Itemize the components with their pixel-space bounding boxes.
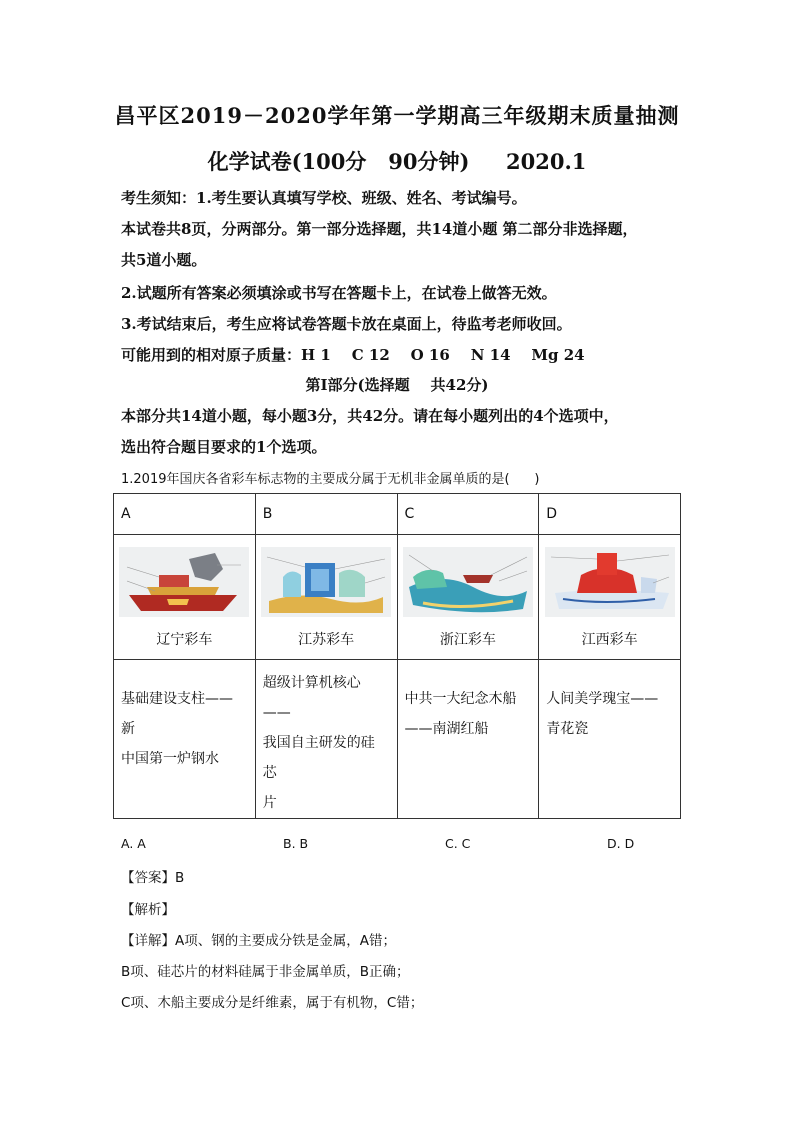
notice-line-4: 2.试题所有答案必须填涂或书写在答题卡上，在试卷上做答无效。 (121, 284, 557, 302)
description-line: 中国第一炉钢水 (121, 751, 219, 767)
table-image-row (114, 535, 681, 660)
float-caption: 浙江彩车 (439, 632, 496, 648)
description-line: 青花瓷 (546, 721, 589, 737)
table-cell (397, 494, 539, 535)
float-image-jiangsu (261, 547, 391, 617)
table-cell (255, 535, 397, 660)
option-description (398, 660, 539, 744)
notice-line-3: 共5道小题。 (121, 251, 207, 269)
section-intro-1: 本部分共14道小题，每小题3分，共42分。请在每小题列出的4个选项中， (121, 407, 619, 425)
float-image-jiangxi (545, 547, 675, 617)
choice-c: C. C (445, 836, 471, 851)
table-cell (114, 494, 256, 535)
analysis-detail-3: C项、木船主要成分是纤维素，属于有机物，C错； (121, 995, 424, 1011)
description-line: 中共一大纪念木船 (404, 691, 517, 707)
table-cell (397, 660, 539, 819)
float-caption: 江苏彩车 (298, 632, 355, 648)
table-cell (114, 535, 256, 660)
notice-line-1: 考生须知：1.考生要认真填写学校、班级、姓名、考试编号。 (121, 189, 527, 207)
choice-d: D. D (607, 836, 635, 851)
float-caption: 辽宁彩车 (156, 632, 213, 648)
float-image-liaoning (119, 547, 249, 617)
option-header: C (404, 506, 415, 522)
section-intro-2: 选出符合题目要求的1个选项。 (121, 438, 327, 456)
description-line: 基础建设支柱——新 (121, 691, 233, 737)
table-cell (539, 660, 681, 819)
table-description-row (114, 660, 681, 819)
table-cell (255, 660, 397, 819)
description-line: 超级计算机核心—— (262, 675, 361, 721)
table-cell (397, 535, 539, 660)
description-line: 片 (262, 795, 277, 811)
float-caption: 江西彩车 (581, 632, 638, 648)
description-line: ——南湖红船 (404, 721, 489, 737)
option-header: A (121, 506, 131, 522)
description-line: 我国自主研发的硅芯 (262, 735, 375, 781)
table-cell (539, 494, 681, 535)
atomic-mass-line: 可能用到的相对原子质量：H 1 C 12 O 16 N 14 Mg 24 (121, 346, 585, 364)
option-header: B (262, 506, 273, 522)
option-description (256, 660, 397, 818)
analysis-detail-1: 【详解】A项、钢的主要成分铁是金属，A错； (121, 933, 396, 949)
option-description (539, 660, 680, 744)
exam-title: 昌平区2019－2020学年第一学期高三年级期末质量抽测 (114, 103, 680, 128)
table-header-row (114, 494, 681, 535)
float-image-zhejiang (403, 547, 533, 617)
question-table (113, 493, 681, 819)
table-cell (114, 660, 256, 819)
option-header: D (546, 506, 558, 522)
choice-b: B. B (283, 836, 309, 851)
table-cell (255, 494, 397, 535)
section-title: 第Ⅰ部分(选择题 共42分) (305, 376, 489, 394)
notice-line-5: 3.考试结束后，考生应将试卷答题卡放在桌面上，待监考老师收回。 (121, 315, 572, 333)
notice-line-2: 本试卷共8页，分两部分。第一部分选择题，共14道小题 第二部分非选择题， (121, 220, 638, 238)
option-description (114, 660, 255, 774)
answer-line: 【答案】B (121, 870, 185, 886)
choice-a: A. A (121, 836, 146, 851)
question-stem: 1.2019年国庆各省彩车标志物的主要成分属于无机非金属单质的是( ) (121, 472, 540, 487)
table-cell (539, 535, 681, 660)
description-line: 人间美学瑰宝—— (546, 691, 659, 707)
analysis-detail-2: B项、硅芯片的材料硅属于非金属单质，B正确； (121, 964, 410, 980)
analysis-label: 【解析】 (121, 902, 175, 918)
exam-subtitle: 化学试卷(100分 90分钟) 2020.1 (207, 149, 587, 174)
